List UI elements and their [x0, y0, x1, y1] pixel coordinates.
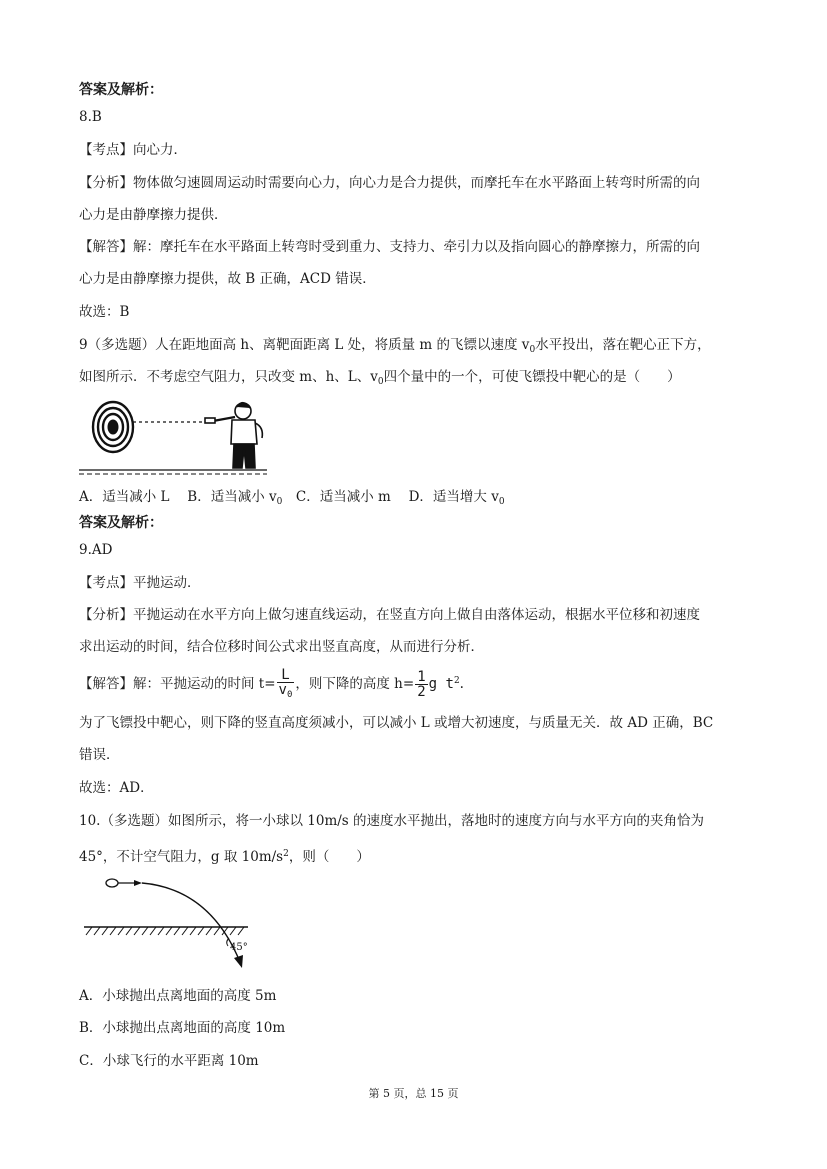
- target-icon: [93, 402, 133, 452]
- fraction-t: $\frac{L}{v_0}$: [278, 666, 293, 700]
- trajectory-curve: [142, 883, 240, 962]
- jieda-text: 【解答】解：摩托车在水平路面上转弯时受到重力、支持力、牵引力以及指向圆心的静摩擦力，所需的向: [79, 239, 700, 255]
- page-footer: 第 5 页，总 15 页: [368, 1087, 459, 1100]
- jieda-text: 心力是由静摩擦力提供，故 B 正确，ACD 错误．: [79, 271, 376, 287]
- question-stem: 45°，不计空气阻力，g 取 $10m/s^2$，则（ ）: [79, 849, 370, 865]
- answer-heading: 答案及解析：: [79, 515, 163, 531]
- option-b: B．小球抛出点离地面的高度 10m: [79, 1020, 286, 1036]
- option-a: A．小球抛出点离地面的高度 5m: [79, 988, 277, 1004]
- kaodian-text: 【考点】向心力．: [79, 142, 187, 158]
- question-options: A．适当减小 L B．适当减小 $v_0$ C．适当减小 m D．适当增大 $v_0$: [79, 489, 505, 507]
- question-stem: 9（多选题）人在距地面高 h、离靶面距离 L 处，将质量 m 的飞镖以速度 $v_0$水平投出，落在靶心正下方，: [79, 337, 711, 355]
- dart-target-figure: [79, 396, 269, 478]
- jieda-text: 错误．: [79, 747, 120, 763]
- fenxi-text: 求出运动的时间，结合位移时间公式求出竖直高度，从而进行分析．: [79, 639, 484, 655]
- question-stem: 如图所示．不考虑空气阻力，只改变 m、h、L、$v_0$四个量中的一个，可使飞镖投中靶心的是（ ）: [79, 369, 681, 387]
- jieda-formula: 【解答】解：平抛运动的时间 t= $\frac{L}{v_0}$ ，则下降的高度 h= $\frac{1}{2}$ g $t^2$.: [79, 666, 464, 700]
- question-stem: 10.（多选题）如图所示，将一小球以 10m/s 的速度水平抛出，落地时的速度方向与水平方向的夹角恰为: [79, 813, 705, 829]
- angle-label: 45°: [230, 942, 248, 953]
- answer-heading: 答案及解析：: [79, 82, 163, 98]
- person-icon: [205, 403, 262, 468]
- option-c: C．小球飞行的水平距离 10m: [79, 1053, 259, 1069]
- arrow-head-icon: [234, 955, 243, 968]
- fenxi-text: 【分析】物体做匀速圆周运动时需要向心力，向心力是合力提供，而摩托车在水平路面上转弯时所需的向: [79, 175, 700, 191]
- arrow-head-icon: [134, 880, 142, 886]
- guxuan-text: 故选：AD．: [79, 780, 154, 796]
- fraction-half: $\frac{1}{2}$: [417, 669, 426, 700]
- ground-hatch: [86, 927, 244, 935]
- guxuan-text: 故选：B: [79, 304, 130, 320]
- answer-text: 9.AD: [79, 542, 113, 558]
- answer-text: 8.B: [79, 109, 102, 125]
- kaodian-text: 【考点】平抛运动．: [79, 575, 201, 591]
- fenxi-text: 【分析】平抛运动在水平方向上做匀速直线运动，在竖直方向上做自由落体运动，根据水平位移和初速度: [79, 607, 700, 623]
- jieda-text: 为了飞镖投中靶心，则下降的竖直高度须减小，可以减小 L 或增大初速度，与质量无关．故 AD 正确，BC: [79, 715, 714, 731]
- ball-icon: [106, 879, 118, 887]
- projectile-figure: [82, 872, 252, 972]
- fenxi-text: 心力是由静摩擦力提供．: [79, 207, 228, 223]
